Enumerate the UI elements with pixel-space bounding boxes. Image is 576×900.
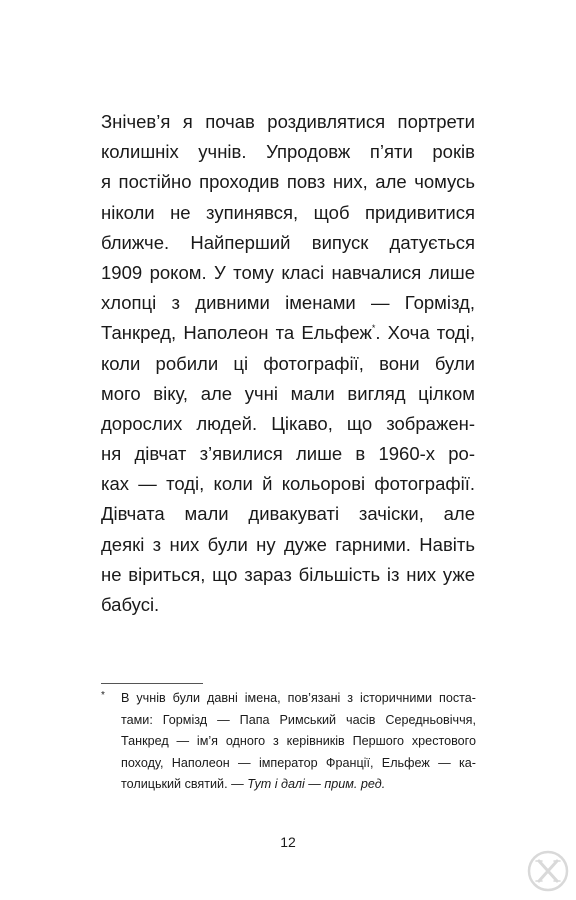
- body-line: бабусі.: [101, 594, 160, 615]
- body-line: 1909 роком. У тому класі навчалися лише: [101, 261, 475, 283]
- body-text: [101, 107, 475, 620]
- body-line: хлопці з дивними іменами — Гормізд,: [101, 292, 475, 314]
- body-line: дорослих людей. Цікаво, що зображен-: [101, 412, 475, 434]
- footnote-reference-mark: *: [371, 323, 376, 334]
- body-line: колишніх учнів. Упродовж п’яти років: [101, 141, 475, 163]
- footnote-line: [121, 774, 476, 796]
- body-line: ках — тоді, коли й кольорові фотографії.: [101, 473, 475, 495]
- page-number: 12: [280, 834, 296, 850]
- body-line: ближче. Найперший випуск датується: [101, 231, 475, 253]
- body-line: Дівчата мали дивакуваті зачіски, але: [101, 503, 475, 525]
- footnote-line: Танкред — ім’я одного з керівників Першого хрестового: [121, 734, 476, 748]
- body-line: мого віку, але учні мали вигляд цілком: [101, 382, 475, 404]
- footnote-line-head: толицький святий. —: [121, 777, 248, 791]
- footnote-line: В учнів були давні імена, пов’язані з історичними поста-: [121, 691, 476, 705]
- body-line: я постійно проходив повз них, але чомусь: [101, 171, 475, 193]
- body-line: Знічев’я я почав роздивлятися портрети: [101, 111, 475, 132]
- body-line-tail: . Хоча тоді,: [375, 322, 475, 344]
- body-line-with-footnote: [101, 318, 475, 348]
- footnote-line: походу, Наполеон — імператор Франції, Ельфеж — ка-: [121, 755, 476, 770]
- x-circle-logo-icon: [527, 850, 569, 892]
- footnote-marker: *: [101, 690, 105, 701]
- body-line: деякі з них були ну дуже гарними. Навіть: [101, 533, 475, 555]
- footnote-divider: [101, 683, 203, 684]
- footnote-text: [121, 688, 476, 796]
- body-line: коли робили ці фотографії, вони були: [101, 352, 475, 374]
- editor-note: Тут і далі — прим. ред.: [247, 777, 386, 791]
- body-line: ня дівчат з’явилися лише в 1960-х ро-: [101, 443, 475, 465]
- footnote-line: тами: Гормізд — Папа Римський часів Середньовіччя,: [121, 712, 476, 727]
- body-line-head: Танкред, Наполеон та Ельфеж: [101, 322, 372, 344]
- body-line: не віриться, що зараз більшість із них уже: [101, 563, 475, 585]
- body-line: ніколи не зупинявся, щоб придивитися: [101, 201, 475, 223]
